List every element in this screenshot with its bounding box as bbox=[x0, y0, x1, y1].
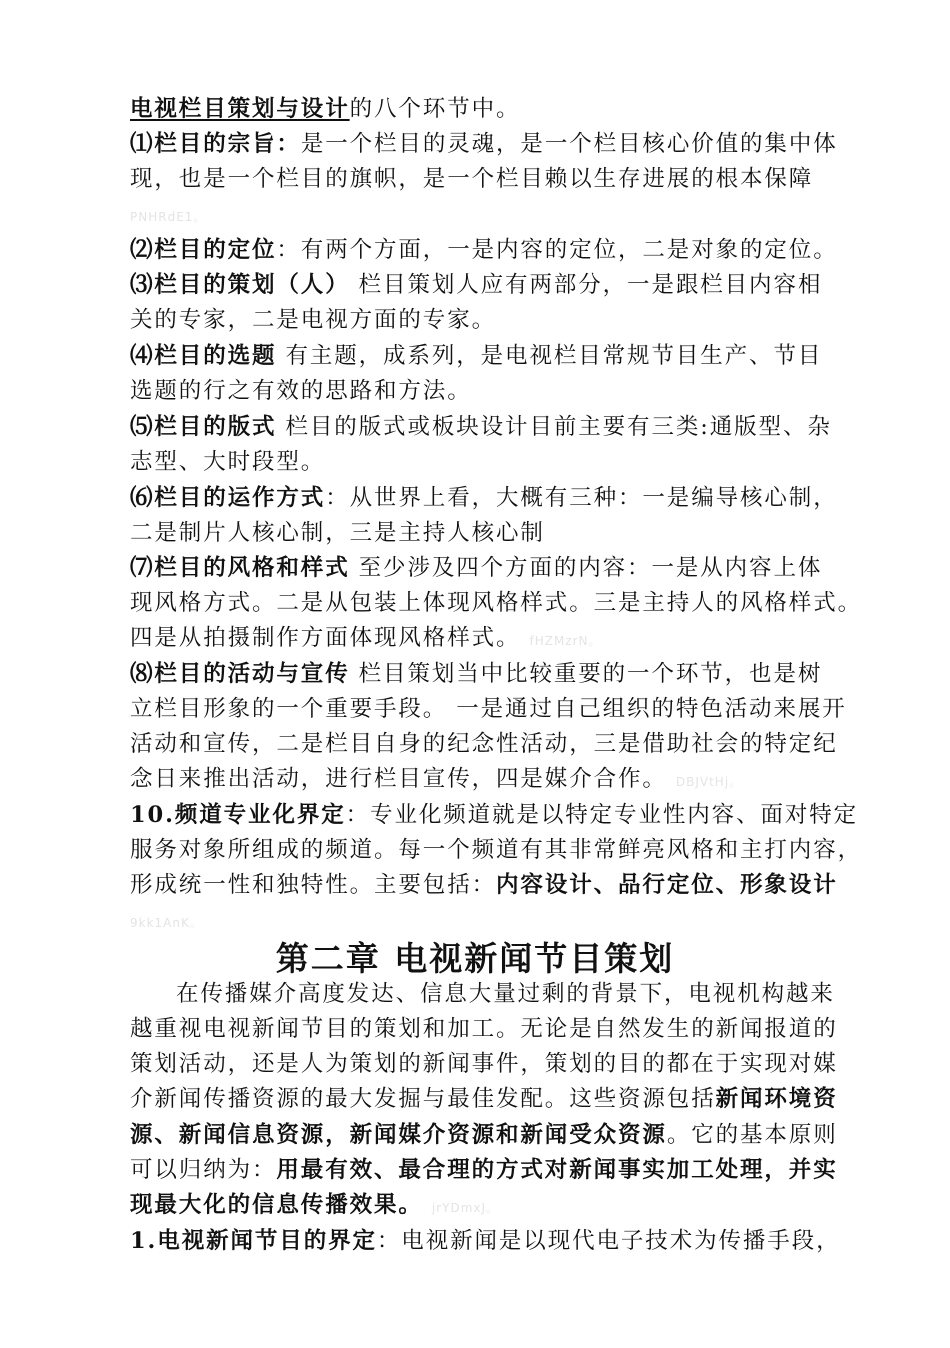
para-text-1: 在传播媒介高度发达、信息大量过剩的背景下，电视机构越来 bbox=[176, 981, 835, 1007]
item-2-text: ：有两个方面，一是内容的定位，二是对象的定位。 bbox=[276, 237, 838, 263]
item-8-line-1 bbox=[130, 657, 822, 691]
channel-line-1 bbox=[130, 798, 858, 832]
item-7-text: 至少涉及四个方面的内容：一是从内容上体 bbox=[349, 555, 823, 581]
item-1-term: ⑴栏目的宗旨： bbox=[130, 131, 301, 157]
channel-term: 10.频道专业化界定 bbox=[130, 802, 346, 828]
item-1-line-2 bbox=[130, 162, 813, 196]
watermark-code: DBJVtHj。 bbox=[675, 775, 743, 789]
item-8-line-4 bbox=[130, 762, 742, 799]
item-6-text-2: 二是制片人核心制，三是主持人核心制 bbox=[130, 520, 545, 546]
item-7-line-2 bbox=[130, 586, 862, 620]
item-3-text-2: 关的专家，二是电视方面的专家。 bbox=[130, 307, 497, 333]
intro-text: 的八个环节中。 bbox=[349, 96, 521, 122]
item-4-text: 有主题，成系列，是电视栏目常规节目生产、节目 bbox=[276, 343, 823, 369]
para-highlight-3: 用最有效、最合理的方式对新闻事实加工处理，并实 bbox=[276, 1157, 838, 1183]
item-3-line-1 bbox=[130, 268, 822, 302]
channel-line-2 bbox=[130, 833, 862, 867]
item-3-line-2 bbox=[130, 303, 496, 337]
item-1-mark-line bbox=[130, 197, 206, 234]
item-5-text-2: 志型、大时段型。 bbox=[130, 449, 326, 475]
intro-title: 电视栏目策划与设计 bbox=[130, 96, 350, 122]
item-6-text: ：从世界上看，大概有三种：一是编导核心制， bbox=[325, 485, 838, 511]
watermark-code: fHZMzrN。 bbox=[529, 634, 602, 648]
item-8-text-4: 念日来推出活动，进行栏目宣传，四是媒介合作。 bbox=[130, 766, 667, 792]
item-8-text-3: 活动和宣传，二是栏目自身的纪念性活动，三是借助社会的特定纪 bbox=[130, 731, 838, 757]
item-7-text-3: 四是从拍摄制作方面体现风格样式。 bbox=[130, 625, 521, 651]
channel-highlight: 内容设计、品行定位、形象设计 bbox=[496, 872, 838, 898]
item-5-term: ⑸栏目的版式 bbox=[130, 414, 277, 440]
item-6-term: ⑹栏目的运作方式 bbox=[130, 485, 326, 511]
para-highlight-1: 新闻环境资 bbox=[715, 1086, 838, 1112]
chapter-title: 第二章 电视新闻节目策划 bbox=[275, 939, 675, 978]
watermark-code: PNHRdE1。 bbox=[130, 210, 207, 224]
item-1-line-1 bbox=[130, 127, 838, 161]
para-text-3: 策划活动，还是人为策划的新闻事件，策划的目的都在于实现对媒 bbox=[130, 1051, 838, 1077]
item-1-text: 是一个栏目的灵魂，是一个栏目核心价值的集中体 bbox=[300, 131, 838, 157]
item-3-text: 栏目策划人应有两部分，一是跟栏目内容相 bbox=[349, 272, 823, 298]
item-7-line-1 bbox=[130, 551, 822, 585]
item-7-term: ⑺栏目的风格和样式 bbox=[130, 555, 350, 581]
item-4-line-2 bbox=[130, 374, 472, 408]
item-2-term: ⑵栏目的定位 bbox=[130, 237, 277, 263]
item-8-term: ⑻栏目的活动与宣传 bbox=[130, 661, 350, 687]
para-line-6 bbox=[130, 1153, 838, 1187]
para-line-5 bbox=[130, 1118, 838, 1152]
item-5-line-1 bbox=[130, 410, 832, 444]
para-line-4 bbox=[130, 1082, 838, 1116]
item-6-line-1 bbox=[130, 481, 838, 515]
para-highlight-2: 源、新闻信息资源，新闻媒介资源和新闻受众资源 bbox=[130, 1122, 667, 1148]
para-line-1 bbox=[176, 977, 835, 1011]
item-7-text-2: 现风格方式。二是从包装上体现风格样式。三是主持人的风格样式。 bbox=[130, 590, 863, 616]
item-5-line-2 bbox=[130, 445, 325, 479]
para-text-6: 可以归纳为： bbox=[130, 1157, 277, 1183]
news-line-1 bbox=[130, 1224, 841, 1258]
item-4-line-1 bbox=[130, 339, 822, 373]
item-6-line-2 bbox=[130, 516, 545, 550]
item-2-line-1 bbox=[130, 233, 838, 267]
para-line-2 bbox=[130, 1012, 838, 1046]
para-line-7 bbox=[130, 1188, 499, 1225]
watermark-code: 9kk1AnK。 bbox=[130, 916, 203, 930]
item-8-line-2 bbox=[130, 692, 847, 726]
para-line-3 bbox=[130, 1047, 838, 1081]
channel-text: ：专业化频道就是以特定专业性内容、面对特定 bbox=[345, 802, 859, 828]
item-4-term: ⑷栏目的选题 bbox=[130, 343, 277, 369]
news-term: 1.电视新闻节目的界定 bbox=[130, 1228, 377, 1254]
intro-line bbox=[130, 92, 520, 126]
item-4-text-2: 选题的行之有效的思路和方法。 bbox=[130, 378, 472, 404]
para-highlight-4: 现最大化的信息传播效果。 bbox=[130, 1192, 423, 1218]
watermark-code: jrYDmxJ。 bbox=[431, 1201, 500, 1215]
channel-text-2: 服务对象所组成的频道。每一个频道有其非常鲜亮风格和主打内容， bbox=[130, 837, 863, 863]
channel-mark-line bbox=[130, 903, 203, 940]
channel-text-3: 形成统一性和独特性。主要包括： bbox=[130, 872, 497, 898]
item-8-text: 栏目策划当中比较重要的一个环节，也是树 bbox=[349, 661, 823, 687]
item-1-text-2: 现，也是一个栏目的旗帜，是一个栏目赖以生存进展的根本保障 bbox=[130, 166, 814, 192]
item-8-text-2: 立栏目形象的一个重要手段。 一是通过自己组织的特色活动来展开 bbox=[130, 696, 847, 722]
para-text-5: 。它的基本原则 bbox=[666, 1122, 838, 1148]
news-text: ：电视新闻是以现代电子技术为传播手段， bbox=[376, 1228, 841, 1254]
para-text-4: 介新闻传播资源的最大发掘与最佳发配。这些资源包括 bbox=[130, 1086, 716, 1112]
item-5-text: 栏目的版式或板块设计目前主要有三类:通版型、杂 bbox=[276, 414, 832, 440]
item-7-line-3 bbox=[130, 621, 602, 658]
item-3-term: ⑶栏目的策划（人） bbox=[130, 272, 350, 298]
para-text-2: 越重视电视新闻节目的策划和加工。无论是自然发生的新闻报道的 bbox=[130, 1016, 838, 1042]
channel-line-3 bbox=[130, 868, 838, 902]
item-8-line-3 bbox=[130, 727, 838, 761]
